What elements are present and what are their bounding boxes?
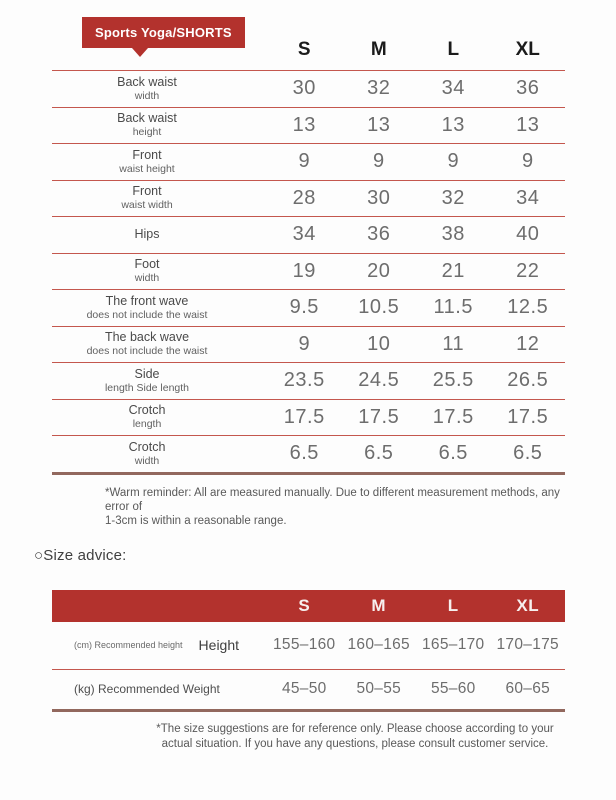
height-range: 160–165 — [347, 636, 410, 654]
size-column-header-l: L — [447, 39, 460, 60]
row-sublabel: does not include the waist — [86, 345, 208, 358]
row-sublabel: does not include the waist — [86, 308, 208, 321]
circle-icon: ○ — [34, 547, 44, 564]
weight-range: 45–50 — [281, 680, 327, 697]
row-sublabel: width — [134, 454, 160, 467]
row-label: Foot — [134, 257, 160, 272]
size-value: 6.5 — [364, 442, 394, 465]
row-label: Side — [134, 366, 160, 381]
row-label: Front — [132, 147, 162, 162]
size-value: 34 — [292, 223, 316, 246]
height-label: Height — [198, 637, 240, 654]
size-value: 34 — [441, 77, 465, 100]
size-value: 36 — [367, 223, 391, 246]
row-sublabel: width — [134, 272, 160, 285]
size-value: 9 — [298, 332, 311, 355]
table-row-front-waist-height — [52, 143, 565, 180]
size-value: 6.5 — [289, 442, 319, 465]
size-suggestion-note-line2: actual situation. If you have any questions, please consult customer service. — [161, 738, 549, 750]
table-row-front-waist-width — [52, 180, 565, 217]
weight-range: 55–60 — [430, 680, 476, 697]
row-label: Front — [132, 184, 162, 199]
size-value: 10 — [367, 332, 391, 355]
size-header-row — [52, 0, 565, 70]
size-value: 32 — [367, 77, 391, 100]
size-value: 40 — [516, 223, 540, 246]
size-value: 38 — [441, 223, 465, 246]
size-value: 9 — [447, 150, 460, 173]
row-label: The back wave — [104, 330, 190, 345]
size-value: 13 — [292, 113, 316, 136]
row-sublabel: length Side length — [104, 381, 190, 394]
size-value: 9 — [521, 150, 534, 173]
size-advice-heading — [34, 547, 127, 564]
measurement-table — [52, 0, 565, 475]
size-value: 21 — [441, 259, 465, 282]
size-value: 25.5 — [432, 369, 474, 392]
size-suggestion-note — [140, 722, 570, 752]
table-row-back-waist-width — [52, 70, 565, 107]
size-value: 9 — [372, 150, 385, 173]
advice-column-header-m: M — [371, 596, 387, 615]
weight-range: 50–55 — [356, 680, 402, 697]
advice-column-header-xl: XL — [516, 596, 540, 615]
size-value: 13 — [516, 113, 540, 136]
size-advice-table — [52, 590, 565, 712]
table-row-back-waist-height — [52, 107, 565, 144]
recommended-weight-row — [52, 670, 565, 712]
size-value: 9 — [298, 150, 311, 173]
size-value: 30 — [292, 77, 316, 100]
size-suggestion-note-line1: *The size suggestions are for reference only. Please choose according to your — [156, 723, 554, 735]
size-value: 6.5 — [513, 442, 543, 465]
size-value: 17.5 — [507, 405, 549, 428]
size-value: 11 — [442, 332, 465, 355]
height-range: 165–170 — [422, 636, 485, 654]
table-row-side-length — [52, 362, 565, 399]
size-value: 17.5 — [432, 405, 474, 428]
size-value: 20 — [367, 259, 391, 282]
row-label: Back waist — [117, 74, 177, 89]
size-value: 23.5 — [283, 369, 325, 392]
height-range: 170–175 — [496, 636, 559, 654]
warm-reminder-line1: *Warm reminder: All are measured manually. Due to different measurement methods, any error of — [105, 487, 560, 513]
size-advice-heading-label: Size advice: — [43, 547, 127, 564]
size-value: 12.5 — [507, 296, 549, 319]
size-value: 30 — [367, 186, 391, 209]
row-label: The front wave — [105, 293, 189, 308]
size-value: 9.5 — [289, 296, 319, 319]
table-row-back-wave — [52, 326, 565, 363]
size-value: 13 — [441, 113, 465, 136]
size-column-header-s: S — [297, 39, 311, 60]
height-range: 155–160 — [273, 636, 336, 654]
row-label: Back waist — [117, 111, 177, 126]
table-row-crotch-width — [52, 435, 565, 472]
row-label: Crotch — [128, 403, 166, 418]
warm-reminder — [105, 486, 585, 528]
size-value: 28 — [292, 186, 316, 209]
table-row-crotch-length — [52, 399, 565, 436]
size-value: 17.5 — [283, 405, 325, 428]
row-sublabel: height — [132, 126, 162, 139]
size-value: 17.5 — [358, 405, 400, 428]
size-column-header-xl: XL — [515, 39, 540, 60]
size-column-header-m: M — [370, 39, 387, 60]
size-value: 22 — [516, 259, 540, 282]
table-body — [52, 70, 565, 475]
size-value: 11.5 — [433, 296, 473, 319]
size-value: 36 — [516, 77, 540, 100]
size-value: 19 — [292, 259, 316, 282]
size-value: 6.5 — [438, 442, 468, 465]
size-value: 10.5 — [358, 296, 400, 319]
size-value: 34 — [516, 186, 540, 209]
row-sublabel: width — [134, 89, 160, 102]
row-sublabel: waist width — [121, 199, 173, 212]
badge-label: Sports Yoga/SHORTS — [95, 25, 232, 40]
size-value: 13 — [367, 113, 391, 136]
table-row-hips — [52, 216, 565, 253]
weight-label: (kg) Recommended Weight — [74, 682, 220, 696]
size-value: 26.5 — [507, 369, 549, 392]
row-sublabel: waist height — [119, 162, 175, 175]
size-value: 12 — [516, 332, 540, 355]
advice-header-bar — [52, 590, 565, 622]
warm-reminder-line2: 1-3cm is within a reasonable range. — [105, 515, 287, 527]
row-label: Crotch — [128, 439, 166, 454]
weight-range: 60–65 — [505, 680, 551, 697]
table-row-front-wave — [52, 289, 565, 326]
advice-column-header-l: L — [447, 596, 459, 615]
size-value: 24.5 — [358, 369, 400, 392]
height-unit-label: (cm) Recommended height — [74, 640, 183, 651]
table-row-foot-width — [52, 253, 565, 290]
size-value: 32 — [441, 186, 465, 209]
recommended-height-row — [52, 622, 565, 670]
row-sublabel: length — [132, 418, 162, 431]
advice-column-header-s: S — [298, 596, 311, 615]
row-label: Hips — [134, 227, 160, 242]
